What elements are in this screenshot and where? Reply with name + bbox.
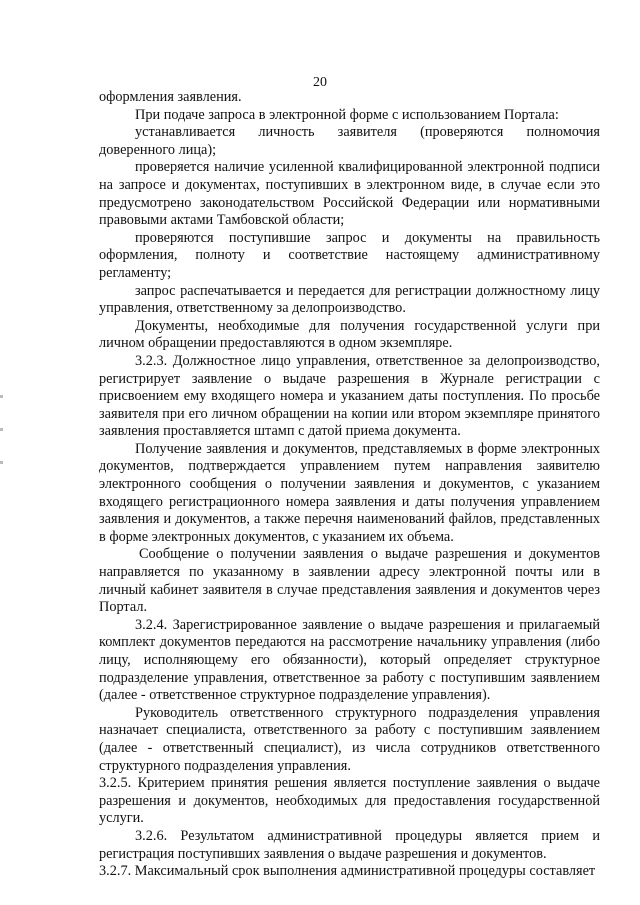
paragraph: 3.2.7. Максимальный срок выполнения административной процедуры составляет <box>99 863 596 880</box>
paragraph: 3.2.4. Зарегистрированное заявление о выдаче разрешения и прилагаемый комплект документов передаются на рассмотрение начальнику управления (либо лицу, исполняющему его обязанности), который определяет структурное подразделение управления, ответственное за работу с поступившим заявлением (далее - ответственное структурное подразделение управления). <box>99 616 600 704</box>
paragraph: запрос распечатывается и передается для регистрации должностному лицу управления, ответственному за делопроизводство. <box>99 282 600 317</box>
paragraph: 3.2.5. Критерием принятия решения является поступление заявления о выдаче разрешения и документов, необходимых для предоставления государственной услуги. <box>99 775 600 827</box>
paragraph: устанавливается личность заявителя (проверяются полномочия доверенного лица); <box>99 124 600 158</box>
paragraph: 3.2.6. Результатом административной процедуры является прием и регистрация поступивших заявления о выдаче разрешения и документов. <box>99 827 600 862</box>
paragraph: оформления заявления. <box>99 89 242 105</box>
scan-margin-marks <box>0 395 6 515</box>
document-body <box>99 89 600 881</box>
paragraph: При подаче запроса в электронной форме с использованием Портала: <box>135 106 559 123</box>
paragraph: Получение заявления и документов, представляемых в форме электронных документов, подтверждается управлением путем направления заявителю электронного сообщения о получении заявления и документов, с указанием входящего регистрационного номера заявления и даты получения управлением заявления и документов, а также перечня наименований файлов, представленных в форме электронных документов, с указанием их объема. <box>99 440 600 545</box>
paragraph: Документы, необходимые для получения государственной услуги при личном обращении предоставляются в одном экземпляре. <box>99 317 600 352</box>
paragraph: 3.2.3. Должностное лицо управления, ответственное за делопроизводство, регистрирует заявление о выдаче разрешения в Журнале регистрации с присвоением ему входящего номера и указанием даты поступления. По просьбе заявителя при его личном обращении на копии или втором экземпляре принятого заявления проставляется штамп с датой приема документа. <box>99 352 600 440</box>
paragraph: проверяются поступившие запрос и документы на правильность оформления, полноту и соответствие настоящему административному регламенту; <box>99 229 600 281</box>
page-number: 20 <box>313 75 327 90</box>
paragraph: проверяется наличие усиленной квалифицированной электронной подписи на запросе и документах, поступивших в электронном виде, в случае если это предусмотрено законодательством Российской Федерации или нормативными правовыми актами Тамбовской области; <box>99 159 600 229</box>
paragraph: Руководитель ответственного структурного подразделения управления назначает специалиста, ответственного за работу с поступившим заявлением (далее - ответственный специалист), из числа сотрудников ответственного структурного подразделения управления. <box>99 704 600 774</box>
paragraph: Сообщение о получении заявления о выдаче разрешения и документов направляется по указанному в заявлении адресу электронной почты или в личный кабинет заявителя в случае представления заявления и документов через Портал. <box>99 546 600 616</box>
